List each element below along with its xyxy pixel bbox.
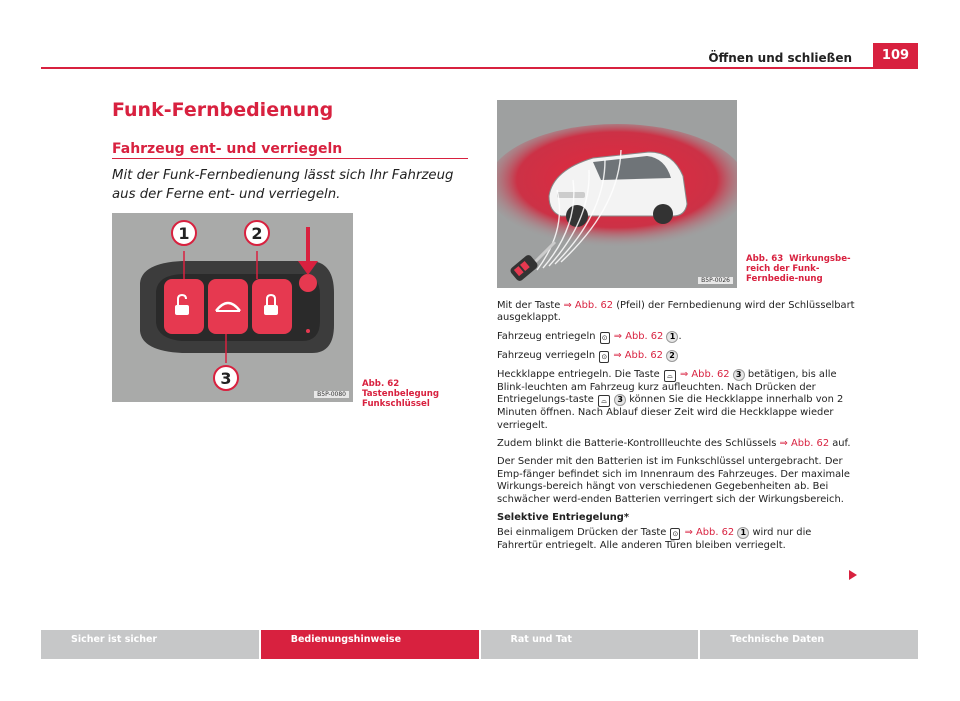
unlock-key-icon: ⊙ [600,332,610,344]
section-subheading: Fahrzeug ent- und verriegeln [112,141,343,157]
header-rule [41,67,918,69]
link-abb-62[interactable]: ⇒ Abb. 62 [563,300,614,311]
figure-62-key-buttons [112,213,353,402]
callout-ref-2: 2 [666,350,678,362]
tab-technische-daten[interactable]: Technische Daten [700,630,918,659]
trunk-key-icon: ⌓ [598,395,610,407]
link-abb-62[interactable]: ⇒ Abb. 62 [684,527,735,539]
subheading-rule [112,158,468,159]
link-abb-62[interactable]: ⇒ Abb. 62 [613,330,664,342]
figure-63-caption [746,254,856,284]
callout-ref-1: 1 [737,527,749,539]
paragraph-key-bit: Mit der Taste ⇒ Abb. 62 (Pfeil) der Fernbedienung wird der Schlüsselbart ausgeklappt. [497,300,855,324]
figure-63-range [497,100,737,288]
tab-sicher-ist-sicher[interactable]: Sicher ist sicher [41,630,259,659]
figure-62-caption-prefix: Abb. 62 [362,379,400,389]
figure-63-caption-prefix: Abb. 63 [746,254,784,264]
intro-text: Mit der Funk-Fernbedienung lässt sich Ihr Fahrzeug aus der Ferne ent- und verriegeln. [112,168,454,202]
battery-indicator-light [306,329,310,333]
paragraph-unlock: Fahrzeug entriegeln ⊙ ⇒ Abb. 62 1 . [497,330,682,342]
tab-bedienungshinweise[interactable]: Bedienungshinweise [261,630,479,659]
key-illustration [112,213,353,402]
footer-chapter-tabs [41,630,918,659]
callout-ref-3: 3 [733,369,745,381]
paragraph-trunk: Heckklappe entriegeln. Die Taste ⌓ ⇒ Abb. 62 3 betätigen, bis alle Blink-leuchten am Fahrzeug kurz aufleuchten. Nach Drücken der Entriegelungs-taste ⌓ 3 können Sie die Heckklappe innerhalb von 2 Minuten öffnen. Nach Ablauf dieser Zeit wird die Heckklappe wieder verriegelt. [497,368,844,431]
key-bit-release-button [299,274,317,292]
callout-ref-3: 3 [614,394,626,406]
callout-ref-1: 1 [666,331,678,343]
link-abb-62[interactable]: ⇒ Abb. 62 [680,368,730,380]
figure-62-code: B5P-0080 [314,391,349,398]
trunk-key-icon: ⌓ [664,370,676,382]
body-text [497,300,857,559]
link-abb-62[interactable]: ⇒ Abb. 62 [613,349,663,361]
callout-1: 1 [178,224,190,243]
callout-2: 2 [251,224,263,243]
callout-3: 3 [220,369,232,388]
figure-62-caption-text: Tastenbelegung Funkschlüssel [362,389,440,409]
section-heading: Funk-Fernbedienung [112,99,334,121]
continue-arrow-icon [849,570,857,580]
unlock-key-icon: ⊙ [670,528,680,540]
paragraph-transmitter: Der Sender mit den Batterien ist im Funkschlüssel untergebracht. Der Emp-fänger befindet sich im Innenraum des Fahrzeuges. Der maximale Wirkungs-bereich hängt von verschiedenen Gegebenheiten ab. Bei schwächer werd-enden Batterien verringert sich der Wirkungsbereich. [497,456,850,505]
subsection-title-selective-unlock: Selektive Entriegelung* [497,512,630,524]
lock-key-icon: ⊙ [599,351,609,363]
range-illustration [497,100,737,288]
tab-rat-und-tat[interactable]: Rat und Tat [481,630,699,659]
link-abb-62[interactable]: ⇒ Abb. 62 [779,438,830,450]
running-header-title: Öffnen und schließen [708,51,852,65]
figure-63-caption-text: Wirkungsbe-reich der Funk-Fernbedie-nung [746,254,851,284]
figure-62-caption [362,379,472,409]
figure-63-code: B5P-0026 [698,277,733,284]
paragraph-selective-unlock: Bei einmaligem Drücken der Taste ⊙ ⇒ Abb. 62 1 wird nur die Fahrertür entriegelt. Alle anderen Türen bleiben verriegelt. [497,527,812,552]
paragraph-lock: Fahrzeug verriegeln ⊙ ⇒ Abb. 62 2 [497,350,857,363]
paragraph-battery: Zudem blinkt die Batterie-Kontrollleuchte des Schlüssels ⇒ Abb. 62 auf. [497,438,851,450]
page-number: 109 [873,43,918,67]
